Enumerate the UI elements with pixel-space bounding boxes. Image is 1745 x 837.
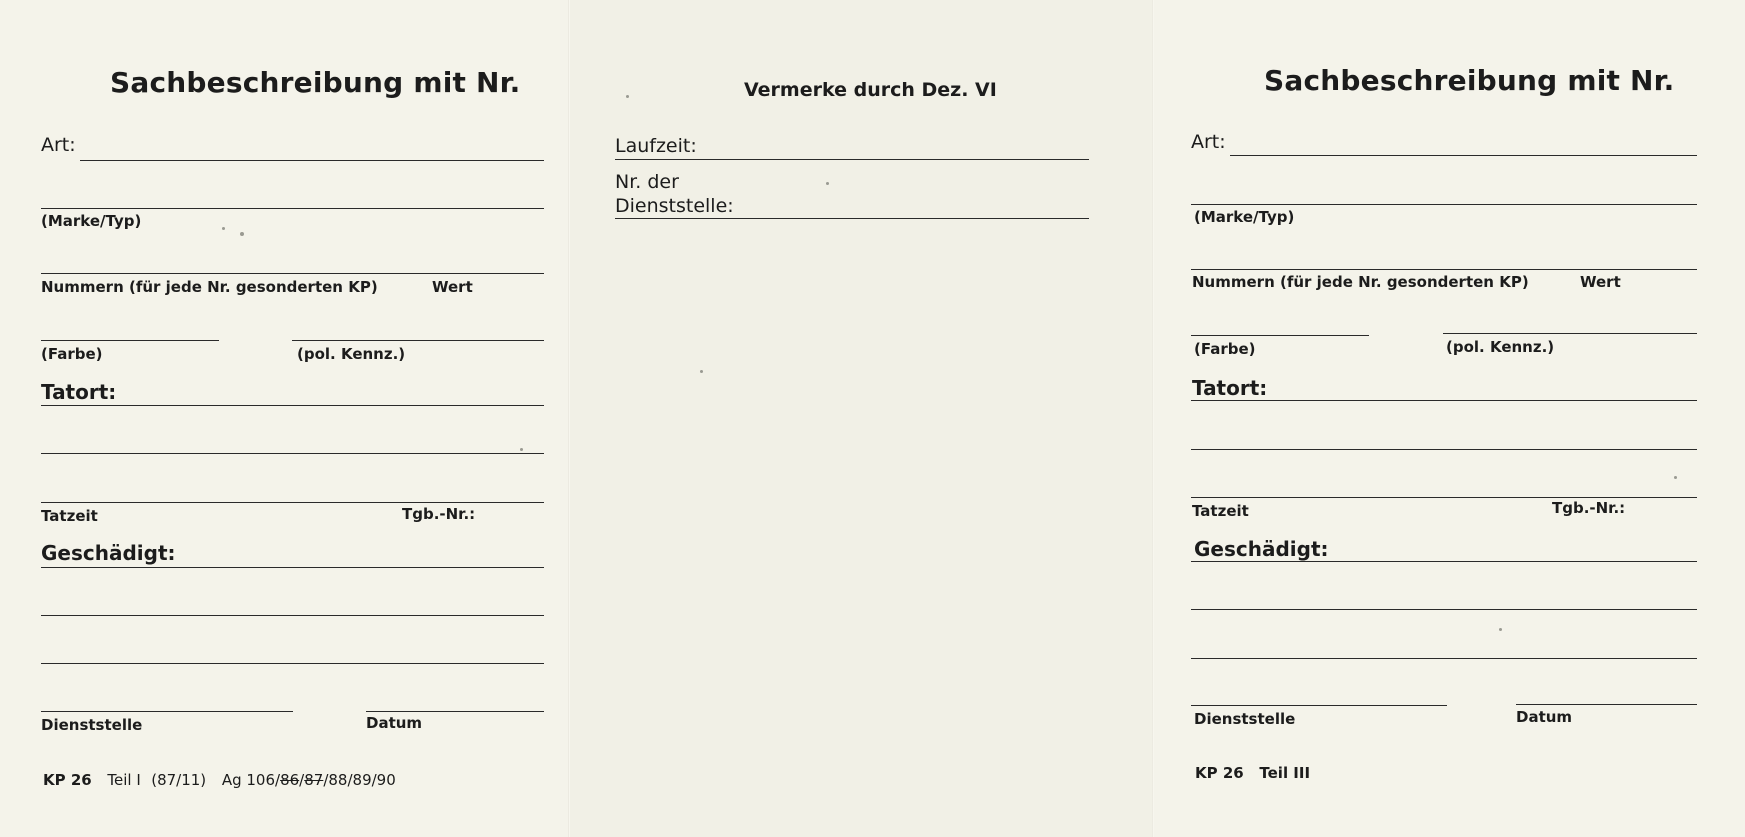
geschaedigt-label: Geschädigt:	[41, 541, 176, 565]
form-footer	[43, 771, 396, 789]
nr-der-label: Nr. der	[615, 171, 679, 193]
panel-vermerke	[570, 0, 1154, 837]
form-footer	[1195, 764, 1310, 782]
dienststelle-line[interactable]	[41, 711, 293, 712]
tatort-line-1[interactable]	[41, 405, 544, 406]
marke-line[interactable]	[41, 208, 544, 209]
ag-suffix: /88/89/90	[323, 771, 396, 789]
geschaedigt-line-1[interactable]	[1191, 561, 1697, 562]
marke-label: (Marke/Typ)	[41, 212, 142, 230]
datum-label: Datum	[366, 714, 423, 732]
paper-speck	[520, 448, 523, 451]
geschaedigt-line-3[interactable]	[41, 663, 544, 664]
wert-label: Wert	[432, 278, 473, 296]
geschaedigt-line-1[interactable]	[41, 567, 544, 568]
tatort-label: Tatort:	[1192, 376, 1268, 400]
tatort-line-2[interactable]	[41, 453, 544, 454]
art-label: Art:	[1191, 131, 1226, 153]
panel-title: Vermerke durch Dez. VI	[744, 79, 997, 101]
datum-line[interactable]	[1516, 704, 1697, 705]
panel-title: Sachbeschreibung mit Nr.	[1264, 64, 1675, 97]
paper-speck	[1674, 476, 1677, 479]
geschaedigt-label: Geschädigt:	[1194, 537, 1329, 561]
wert-label: Wert	[1580, 273, 1621, 291]
marke-label: (Marke/Typ)	[1194, 208, 1295, 226]
geschaedigt-line-2[interactable]	[1191, 609, 1697, 610]
dienststelle-line[interactable]	[1191, 705, 1447, 706]
kennz-line[interactable]	[1443, 333, 1697, 334]
nummern-label: Nummern (für jede Nr. gesonderten KP)	[1192, 273, 1529, 291]
panel-teil-3	[1154, 0, 1745, 837]
tatort-label: Tatort:	[41, 380, 117, 404]
dienststelle-label: Dienststelle	[1194, 710, 1296, 728]
panel-teil-1	[0, 0, 570, 837]
kp-number: KP 26	[1195, 764, 1244, 782]
datum-label: Datum	[1516, 708, 1573, 726]
nummern-label: Nummern (für jede Nr. gesonderten KP)	[41, 278, 378, 296]
dienststelle-line[interactable]	[615, 218, 1089, 219]
kennz-label: (pol. Kennz.)	[1446, 338, 1555, 356]
paper-speck	[240, 232, 244, 236]
tatzeit-label: Tatzeit	[1192, 502, 1249, 520]
nummern-line[interactable]	[41, 273, 544, 274]
panel-title: Sachbeschreibung mit Nr.	[110, 66, 521, 99]
geschaedigt-line-2[interactable]	[41, 615, 544, 616]
form-code: (87/11)	[151, 771, 207, 789]
kennz-line[interactable]	[292, 340, 544, 341]
ag-struck-1: 86	[280, 771, 300, 789]
paper-speck	[222, 227, 225, 230]
art-line[interactable]	[80, 160, 544, 161]
tatort-line-1[interactable]	[1191, 400, 1697, 401]
tgb-label: Tgb.-Nr.:	[402, 505, 476, 523]
ag-prefix: Ag 106/	[221, 771, 281, 789]
art-line[interactable]	[1230, 155, 1697, 156]
tatort-line-2[interactable]	[1191, 449, 1697, 450]
dienststelle-label: Dienststelle:	[615, 195, 734, 217]
farbe-label: (Farbe)	[1194, 340, 1256, 358]
kp-number: KP 26	[43, 771, 92, 789]
tatzeit-line[interactable]	[41, 502, 544, 503]
laufzeit-line[interactable]	[615, 159, 1089, 160]
paper-speck	[626, 95, 629, 98]
geschaedigt-line-3[interactable]	[1191, 658, 1697, 659]
paper-speck	[1499, 628, 1502, 631]
dienststelle-label: Dienststelle	[41, 716, 143, 734]
kennz-label: (pol. Kennz.)	[297, 345, 406, 363]
farbe-line[interactable]	[41, 340, 219, 341]
tatzeit-label: Tatzeit	[41, 507, 98, 525]
art-label: Art:	[41, 134, 76, 156]
nummern-line[interactable]	[1191, 269, 1697, 270]
paper-speck	[826, 182, 829, 185]
teil-label: Teil I	[107, 771, 141, 789]
farbe-label: (Farbe)	[41, 345, 103, 363]
tatzeit-line[interactable]	[1191, 497, 1697, 498]
teil-label: Teil III	[1259, 764, 1311, 782]
ag-sep-1: /	[299, 771, 305, 789]
farbe-line[interactable]	[1191, 335, 1369, 336]
paper-speck	[700, 370, 703, 373]
tgb-label: Tgb.-Nr.:	[1552, 499, 1626, 517]
datum-line[interactable]	[366, 711, 544, 712]
laufzeit-label: Laufzeit:	[615, 135, 697, 157]
ag-struck-2: 87	[304, 771, 324, 789]
marke-line[interactable]	[1191, 204, 1697, 205]
